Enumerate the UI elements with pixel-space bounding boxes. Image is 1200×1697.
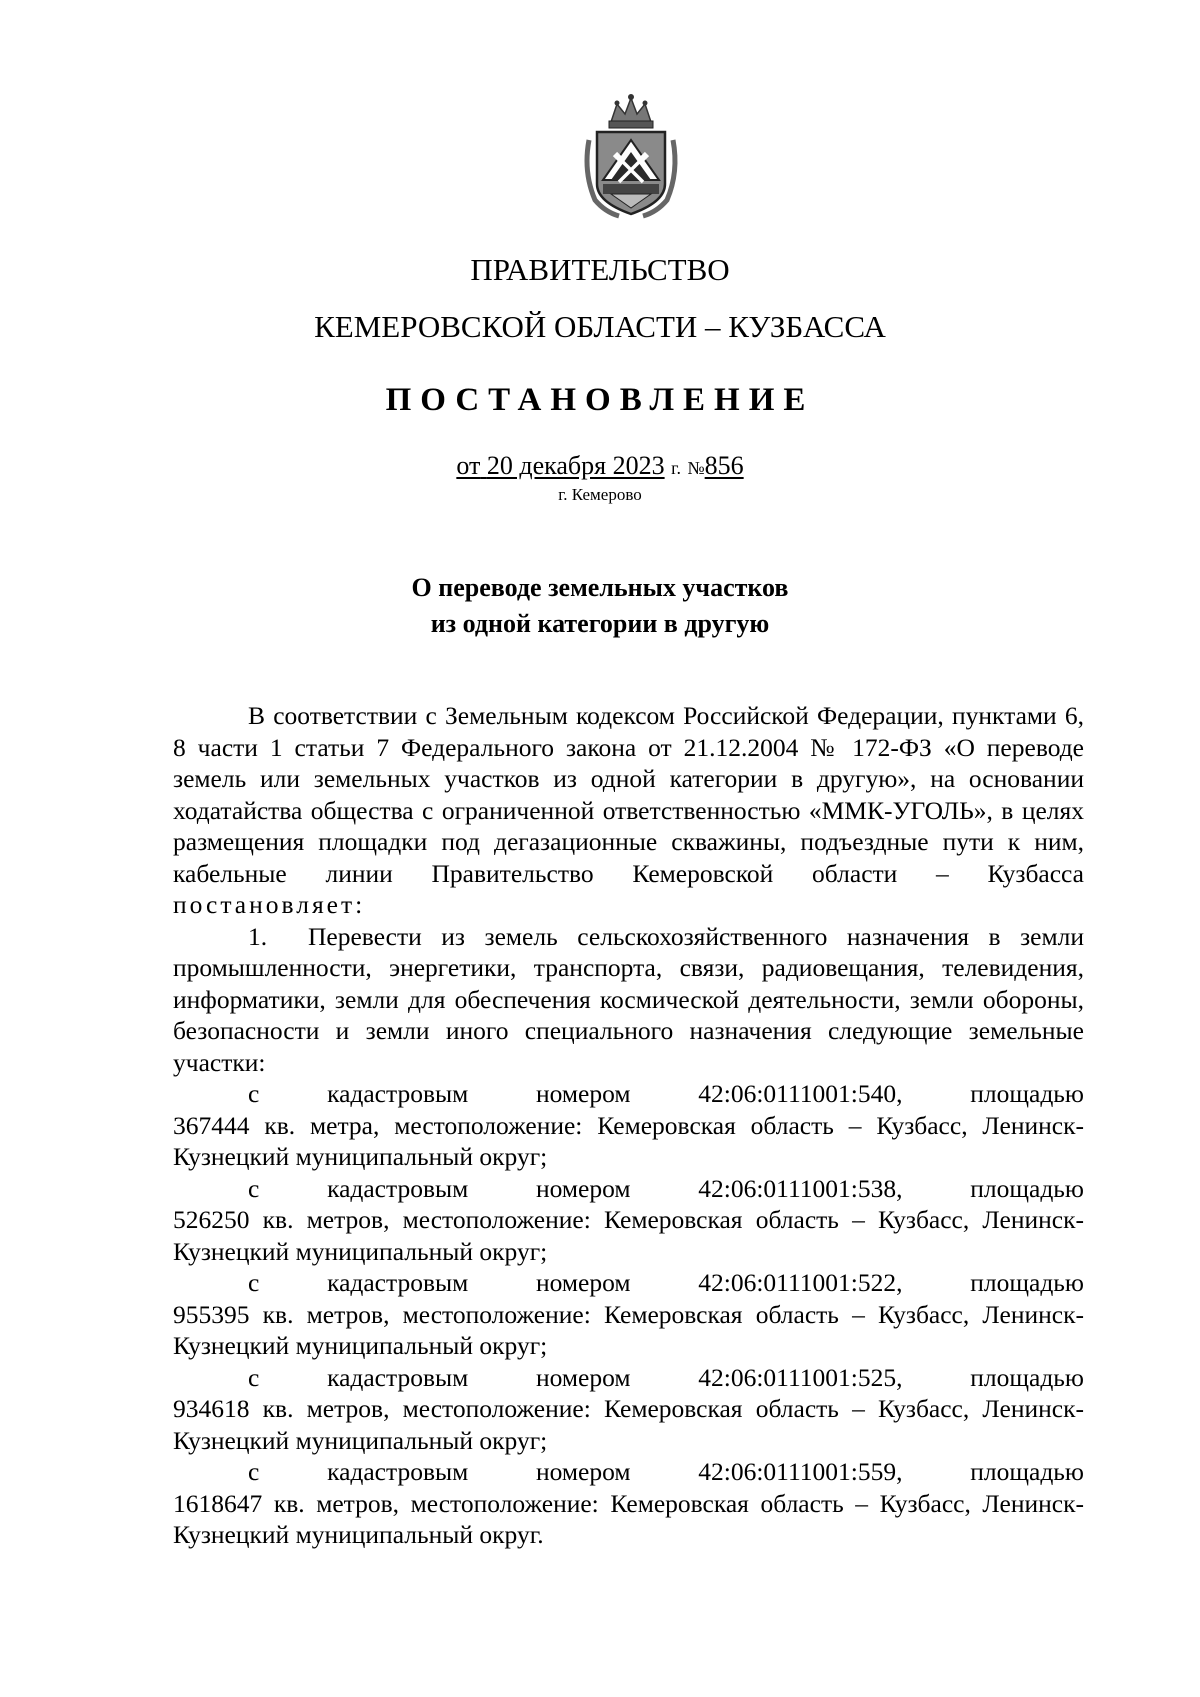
- document-date: 20 декабря 2023: [486, 451, 665, 480]
- plot-entry: [173, 1078, 1084, 1173]
- item-1-paragraph: [173, 921, 1084, 1079]
- date-prefix: от: [456, 451, 481, 480]
- subject-line1: О переводе земельных участков: [411, 573, 789, 602]
- preamble-paragraph: [173, 700, 1084, 921]
- plot-details: 526250 кв. метров, местоположение: Кемеровская область – Кузбасс, Ленинск-Кузнецкий муниципальный округ;: [173, 1205, 1084, 1266]
- plot-details: 1618647 кв. метров, местоположение: Кемеровская область – Кузбасс, Ленинск-Кузнецкий муниципальный округ.: [173, 1488, 1084, 1549]
- plot-first-line: с кадастровым номером 42:06:0111001:559, площадью: [248, 1457, 1084, 1486]
- document-type-title: ПОСТАНОВЛЕНИЕ: [385, 382, 815, 418]
- item-1-number: 1.: [248, 921, 268, 951]
- plot-first-line: с кадастровым номером 42:06:0111001:522, площадью: [248, 1268, 1084, 1297]
- year-suffix: г.: [671, 458, 681, 478]
- cadastral-number: 42:06:0111001:538,: [698, 1173, 903, 1203]
- plot-first-line: с кадастровым номером 42:06:0111001:540, площадью: [248, 1079, 1084, 1108]
- subject-line2: из одной категории в другую: [430, 609, 770, 638]
- document-number: 856: [704, 451, 744, 480]
- cadastral-number: 42:06:0111001:559,: [698, 1457, 903, 1486]
- item-1-text: Перевести из земель сельскохозяйственного назначения в земли промышленности, энергетики, транспорта, связи, радиовещания, телевидения, информатики, земли для обеспечения космической деятельности, земли обороны, безопасности и земли иного специального назначения следующие земельные участки:: [173, 921, 1084, 1077]
- org-name-line1: ПРАВИТЕЛЬСТВО: [470, 252, 730, 287]
- date-number-line: [0, 449, 1200, 485]
- cadastral-number: 42:06:0111001:540,: [698, 1079, 903, 1108]
- plot-first-line: с кадастровым номером 42:06:0111001:525, площадью: [248, 1362, 1084, 1392]
- city: г. Кемерово: [558, 485, 642, 504]
- cadastral-number: 42:06:0111001:525,: [698, 1362, 903, 1392]
- plot-entry: [173, 1456, 1084, 1551]
- plot-entry: [173, 1173, 1084, 1268]
- plot-first-line: с кадастровым номером 42:06:0111001:538, площадью: [248, 1173, 1084, 1203]
- plot-entry: [173, 1267, 1084, 1362]
- document-body: [173, 700, 1084, 1551]
- plot-details: 955395 кв. метров, местоположение: Кемеровская область – Кузбасс, Ленинск-Кузнецкий муниципальный округ;: [173, 1299, 1084, 1360]
- plot-details: 367444 кв. метра, местоположение: Кемеровская область – Кузбасс, Ленинск-Кузнецкий муниципальный округ;: [173, 1110, 1084, 1171]
- plot-entry: [173, 1362, 1084, 1457]
- decree-word: постановляет:: [173, 890, 366, 919]
- coat-of-arms-icon: [581, 92, 682, 220]
- org-name-line2: КЕМЕРОВСКОЙ ОБЛАСТИ – КУЗБАССА: [314, 309, 886, 344]
- number-sign: №: [687, 458, 705, 478]
- document-subject: [0, 570, 1200, 642]
- plot-details: 934618 кв. метров, местоположение: Кемеровская область – Кузбасс, Ленинск-Кузнецкий муниципальный округ;: [173, 1394, 1084, 1455]
- preamble-text: В соответствии с Земельным кодексом Российской Федерации, пунктами 6, 8 части 1 статьи 7 Федерального закона от 21.12.2004 № 172-ФЗ «О переводе земель или земельных участков из одной категории в другую», на основании ходатайства общества с ограниченной ответственностью «ММК-УГОЛЬ», в целях размещения площадки под дегазационные скважины, подъездные пути к ним, кабельные линии Правительство Кемеровской области – Кузбасса: [173, 701, 1084, 888]
- cadastral-number: 42:06:0111001:522,: [698, 1268, 903, 1297]
